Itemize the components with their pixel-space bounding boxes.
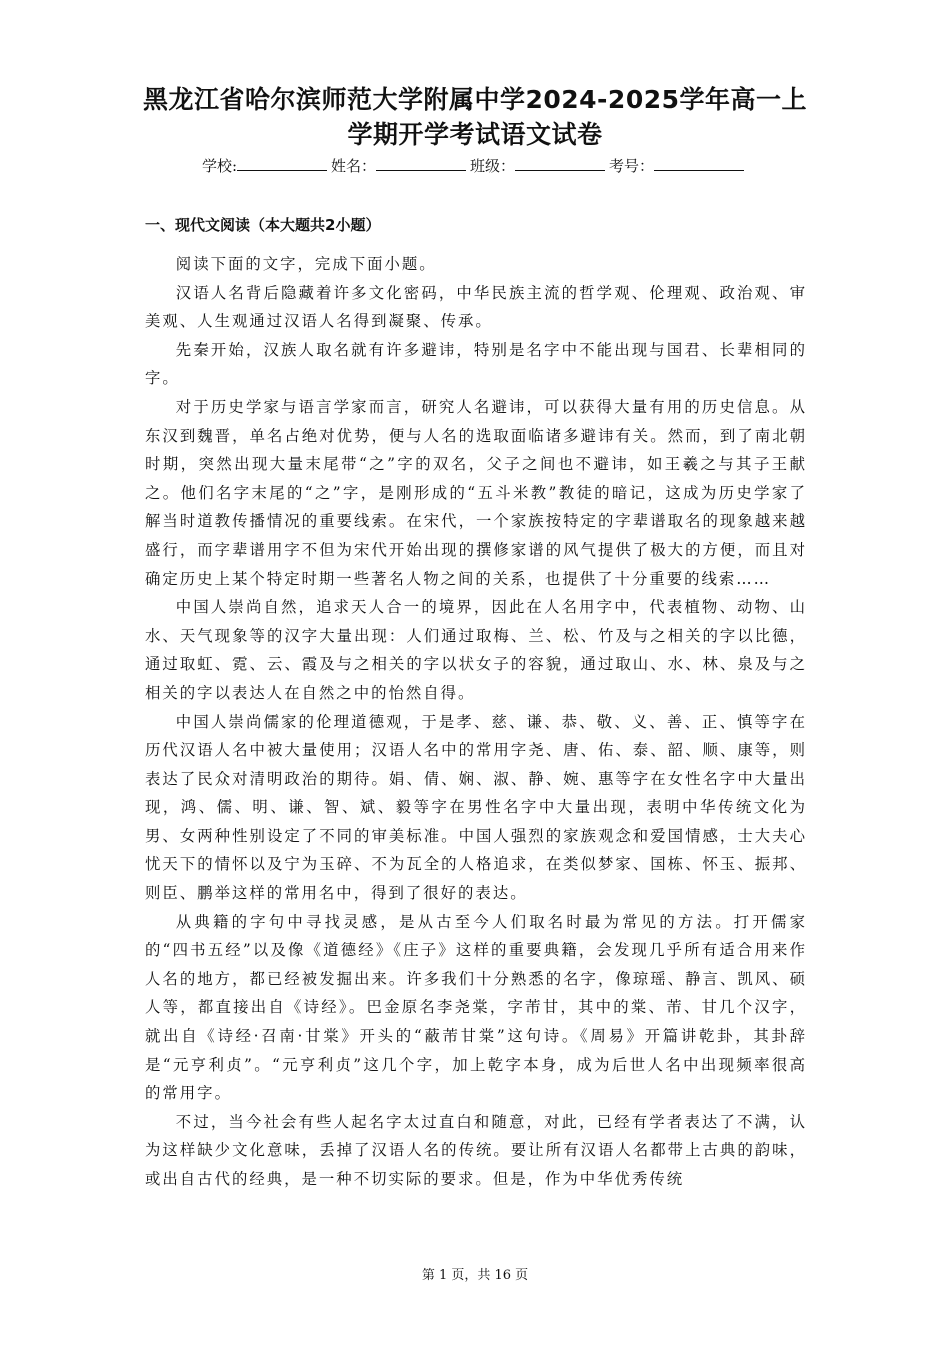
school-label: 学校:: [201, 157, 237, 175]
page-footer: 第 1 页，共 16 页: [421, 1268, 529, 1283]
class-label: 班级：: [470, 157, 516, 175]
passage-paragraph: 先秦开始，汉族人取名就有许多避讳，特别是名字中不能出现与国君、长辈相同的字。: [145, 340, 807, 388]
name-label: 姓名：: [331, 157, 377, 175]
passage-paragraph: 不过，当今社会有些人起名字太过直白和随意，对此，已经有学者表达了不满，认为这样缺少文化意味，丢掉了汉语人名的传统。要让所有汉语人名都带上古典的韵味，或出自古代的经典，是一种不切实际的要求。但是，作为中华优秀传统: [145, 1112, 807, 1188]
section-heading: 一、现代文阅读（本大题共2小题）: [145, 216, 381, 234]
passage-paragraph: 中国人崇尚自然，追求天人合一的境界，因此在人名用字中，代表植物、动物、山水、天气现象等的汉字大量出现：人们通过取梅、兰、松、竹及与之相关的字以比德，通过取虹、霓、云、霞及与之相关的字以状女子的容貌，通过取山、水、林、泉及与之相关的字以表达人在自然之中的怡然自得。: [145, 598, 807, 702]
document-title-line2: 学期开学考试语文试卷: [347, 120, 603, 149]
document-title-line1: 黑龙江省哈尔滨师范大学附属中学2024-2025学年高一上: [142, 85, 808, 114]
school-blank[interactable]: [237, 154, 327, 171]
passage-instruction: 阅读下面的文字，完成下面小题。: [175, 255, 437, 273]
exam-number-blank[interactable]: [654, 154, 744, 171]
passage-paragraph: 汉语人名背后隐藏着许多文化密码，中华民族主流的哲学观、伦理观、政治观、审美观、人生观通过汉语人名得到凝聚、传承。: [145, 283, 807, 331]
class-blank[interactable]: [515, 154, 605, 171]
passage-paragraph: 从典籍的字句中寻找灵感，是从古至今人们取名时最为常见的方法。打开儒家的“四书五经”以及像《道德经》《庄子》这样的重要典籍，会发现几乎所有适合用来作人名的地方，都已经被发掘出来。许多我们十分熟悉的名字，像琼瑶、静言、凯风、硕人等，都直接出自《诗经》。巴金原名李尧棠，字芾甘，其中的棠、芾、甘几个汉字，就出自《诗经·召南·甘棠》开头的“蔽芾甘棠”这句诗。《周易》开篇讲乾卦，其卦辞是“元亨利贞”。“元亨利贞”这几个字，加上乾字本身，成为后世人名中出现频率很高的常用字。: [145, 912, 807, 1103]
name-blank[interactable]: [376, 154, 466, 171]
student-info-line: [0, 154, 950, 177]
reading-passage: [145, 250, 807, 1194]
exam-number-label: 考号：: [609, 157, 655, 175]
passage-paragraph: 中国人崇尚儒家的伦理道德观，于是孝、慈、谦、恭、敬、义、善、正、慎等字在历代汉语人名中被大量使用；汉语人名中的常用字尧、唐、佑、泰、韶、顺、康等，则表达了民众对清明政治的期待。娟、倩、娴、淑、静、婉、惠等字在女性名字中大量出现，鸿、儒、明、谦、智、斌、毅等字在男性名字中大量出现，表明中华传统文化为男、女两种性别设定了不同的审美标准。中国人强烈的家族观念和爱国情感，士大夫心忧天下的情怀以及宁为玉碎、不为瓦全的人格追求，在类似梦家、国栋、怀玉、振邦、则臣、鹏举这样的常用名中，得到了很好的表达。: [145, 712, 807, 903]
passage-paragraph: 对于历史学家与语言学家而言，研究人名避讳，可以获得大量有用的历史信息。从东汉到魏晋，单名占绝对优势，便与人名的选取面临诸多避讳有关。然而，到了南北朝时期，突然出现大量末尾带“之”字的双名，父子之间也不避讳，如王羲之与其子王献之。他们名字末尾的“之”字，是刚形成的“五斗米教”教徒的暗记，这成为历史学家了解当时道教传播情况的重要线索。在宋代，一个家族按特定的字辈谱取名的现象越来越盛行，而字辈谱用字不但为宋代开始出现的撰修家谱的风气提供了极大的方便，而且对确定历史上某个特定时期一些著名人物之间的关系，也提供了十分重要的线索……: [145, 397, 807, 588]
